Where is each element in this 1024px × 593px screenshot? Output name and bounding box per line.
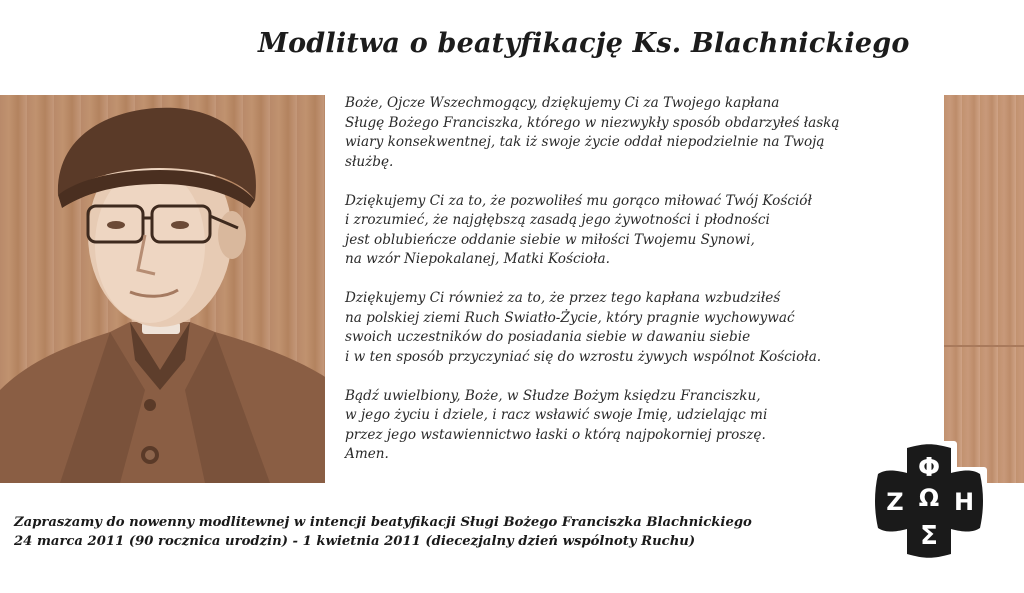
prayer-line: swoich uczestników do posiadania siebie w dawaniu siebie — [345, 329, 751, 345]
prayer-line: i w ten sposób przyczyniać się do wzrostu żywych wspólnot Kościoła. — [345, 348, 822, 365]
prayer-paragraph — [345, 94, 935, 172]
prayer-line: Boże, Ojcze Wszechmogący, dziękujemy Ci za Twojego kapłana — [345, 95, 780, 111]
logo-letter-omega: Ω — [918, 484, 940, 512]
logo-letter-eta: Η — [953, 488, 975, 516]
novena-invitation — [14, 513, 864, 551]
prayer-line: jest oblubieńcze oddanie siebie w miłości Twojemu Synowi, — [345, 231, 755, 248]
page-title: Modlitwa o beatyfikację Ks. Blachnickiego — [258, 28, 910, 59]
priest-portrait — [0, 60, 330, 483]
prayer-line: Sługę Bożego Franciszka, którego w niezwykły sposób obdarzyłeś łaską — [345, 114, 840, 131]
prayer-line: Dziękujemy Ci również za to, że przez tego kapłana wzbudziłeś — [345, 290, 781, 306]
logo-letter-zeta: Ζ — [886, 488, 904, 516]
invitation-dates: 24 marca 2011 (90 rocznica urodzin) - 1 kwietnia 2011 (diecezjalny dzień wspólnoty Ruchu) — [14, 534, 696, 549]
prayer-text — [345, 94, 935, 484]
prayer-line: przez jego wstawiennictwo łaski o którą najpokorniej proszę. — [345, 426, 766, 443]
prayer-line: i zrozumieć, że najgłębszą zasadą jego żywotności i płodności — [345, 212, 770, 228]
prayer-line: służbę. — [345, 153, 394, 170]
prayer-paragraph — [345, 192, 935, 270]
prayer-line: Dziękujemy Ci za to, że pozwoliłeś mu gorąco miłować Twój Kościół — [345, 192, 812, 209]
logo-letter-sigma: Σ — [920, 521, 938, 551]
prayer-line: Bądź uwielbiony, Boże, w Słudze Bożym księdzu Franciszku, — [345, 387, 761, 404]
prayer-line: Amen. — [345, 446, 389, 462]
background-wood-panel-right — [944, 95, 1024, 483]
phos-zoe-cross-icon — [870, 440, 988, 562]
prayer-line: na polskiej ziemi Ruch Swiatło-Życie, który pragnie wychowywać — [345, 309, 795, 326]
prayer-line: wiary konsekwentnej, tak iż swoje życie oddał niepodzielnie na Twoją — [345, 134, 825, 150]
logo-letter-phi: Φ — [917, 453, 941, 483]
portrait-figure — [0, 60, 330, 483]
prayer-line: na wzór Niepokalanej, Matki Kościoła. — [345, 251, 610, 267]
prayer-paragraph — [345, 387, 935, 465]
invitation-line: Zapraszamy do nowenny modlitewnej w intencji beatyfikacji Sługi Bożego Franciszka Blachnickiego — [14, 515, 752, 530]
prayer-line: w jego życiu i dziele, i racz wsławić swoje Imię, udzielając mi — [345, 407, 768, 423]
prayer-paragraph — [345, 289, 935, 367]
